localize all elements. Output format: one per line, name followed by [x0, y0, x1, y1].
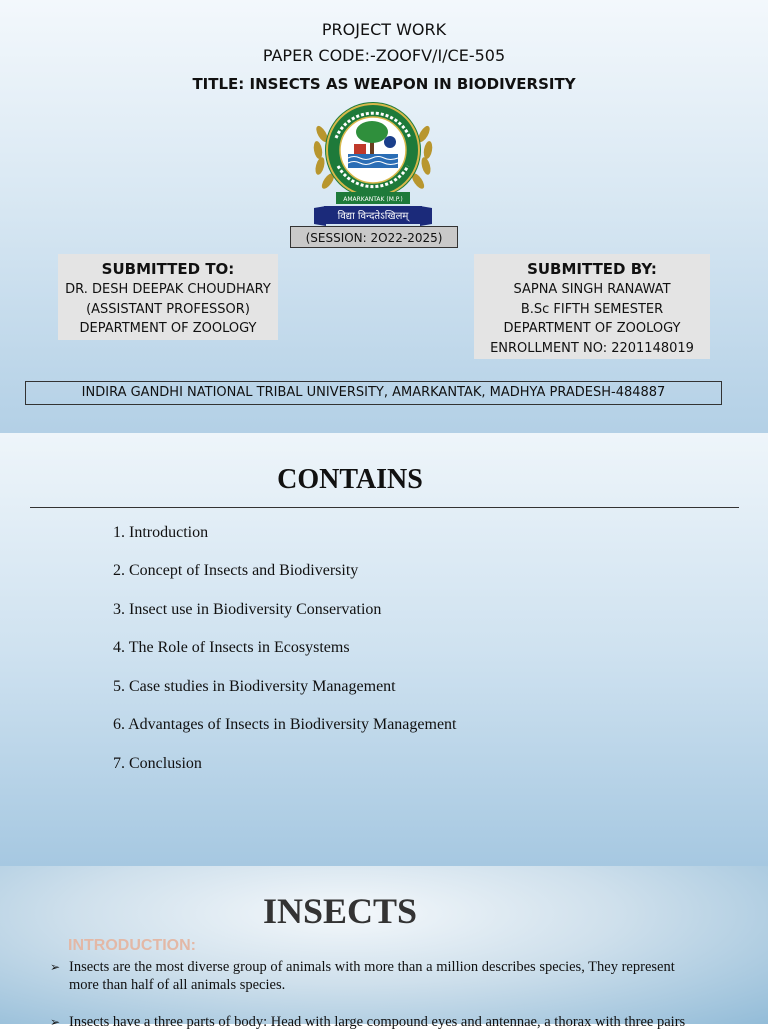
list-item [50, 1013, 700, 1031]
contents-divider [30, 507, 739, 508]
toc-item: 4. The Role of Insects in Ecosystems [113, 639, 350, 656]
logo-motto: विद्या विन्दतेऽखिलम् [337, 211, 409, 222]
student-name: SAPNA SINGH RANAWAT [513, 282, 671, 297]
arrow-bullet-icon: ➢ [50, 1015, 61, 1029]
student-department: DEPARTMENT OF ZOOLOGY [503, 321, 681, 336]
submitted-to-heading: SUBMITTED TO: [101, 260, 235, 278]
supervisor-department: DEPARTMENT OF ZOOLOGY [79, 321, 257, 336]
toc-item: 2. Concept of Insects and Biodiversity [113, 562, 359, 579]
supervisor-name: DR. DESH DEEPAK CHOUDHARY [65, 282, 271, 297]
session-box: (SESSION: 2O22-2025) [290, 226, 458, 248]
introduction-subheading: INTRODUCTION: [68, 937, 196, 954]
toc-item: 6. Advantages of Insects in Biodiversity Management [113, 716, 457, 733]
project-label: PROJECT WORK [321, 20, 447, 39]
list-item [50, 958, 700, 994]
supervisor-designation: (ASSISTANT PROFESSOR) [86, 301, 250, 317]
logo-location: AMARKANTAK (M.P.) [343, 196, 403, 203]
toc-item: 1. Introduction [113, 524, 209, 541]
bullet-text: Insects have a three parts of body: Head with large compound eyes and antennae, a thorax with three pairs [69, 1014, 686, 1030]
toc-item: 3. Insect use in Biodiversity Conservation [113, 601, 382, 618]
project-title: TITLE: INSECTS AS WEAPON IN BIODIVERSITY [192, 75, 576, 93]
bullet-text: Insects are the most diverse group of animals with more than a million describes species, They represent more than half of all animals species. [69, 959, 675, 993]
paper-code: PAPER CODE:-ZOOFV/I/CE-505 [262, 46, 506, 65]
submitted-by-heading: SUBMITTED BY: [527, 260, 657, 278]
student-semester: B.Sc FIFTH SEMESTER [520, 301, 664, 317]
arrow-bullet-icon: ➢ [50, 960, 61, 974]
student-enrollment: ENROLLMENT NO: 2201148019 [490, 340, 694, 356]
university-address: INDIRA GANDHI NATIONAL TRIBAL UNIVERSITY, AMARKANTAK, MADHYA PRADESH-484887 [25, 381, 722, 405]
contents-heading: CONTAINS [277, 464, 423, 495]
toc-item: 7. Conclusion [113, 755, 202, 772]
toc-item: 5. Case studies in Biodiversity Management [113, 678, 396, 695]
submitted-by-box [474, 254, 710, 359]
insects-heading: INSECTS [262, 891, 418, 931]
submitted-to-box [58, 254, 278, 340]
university-emblem-icon [308, 94, 438, 226]
